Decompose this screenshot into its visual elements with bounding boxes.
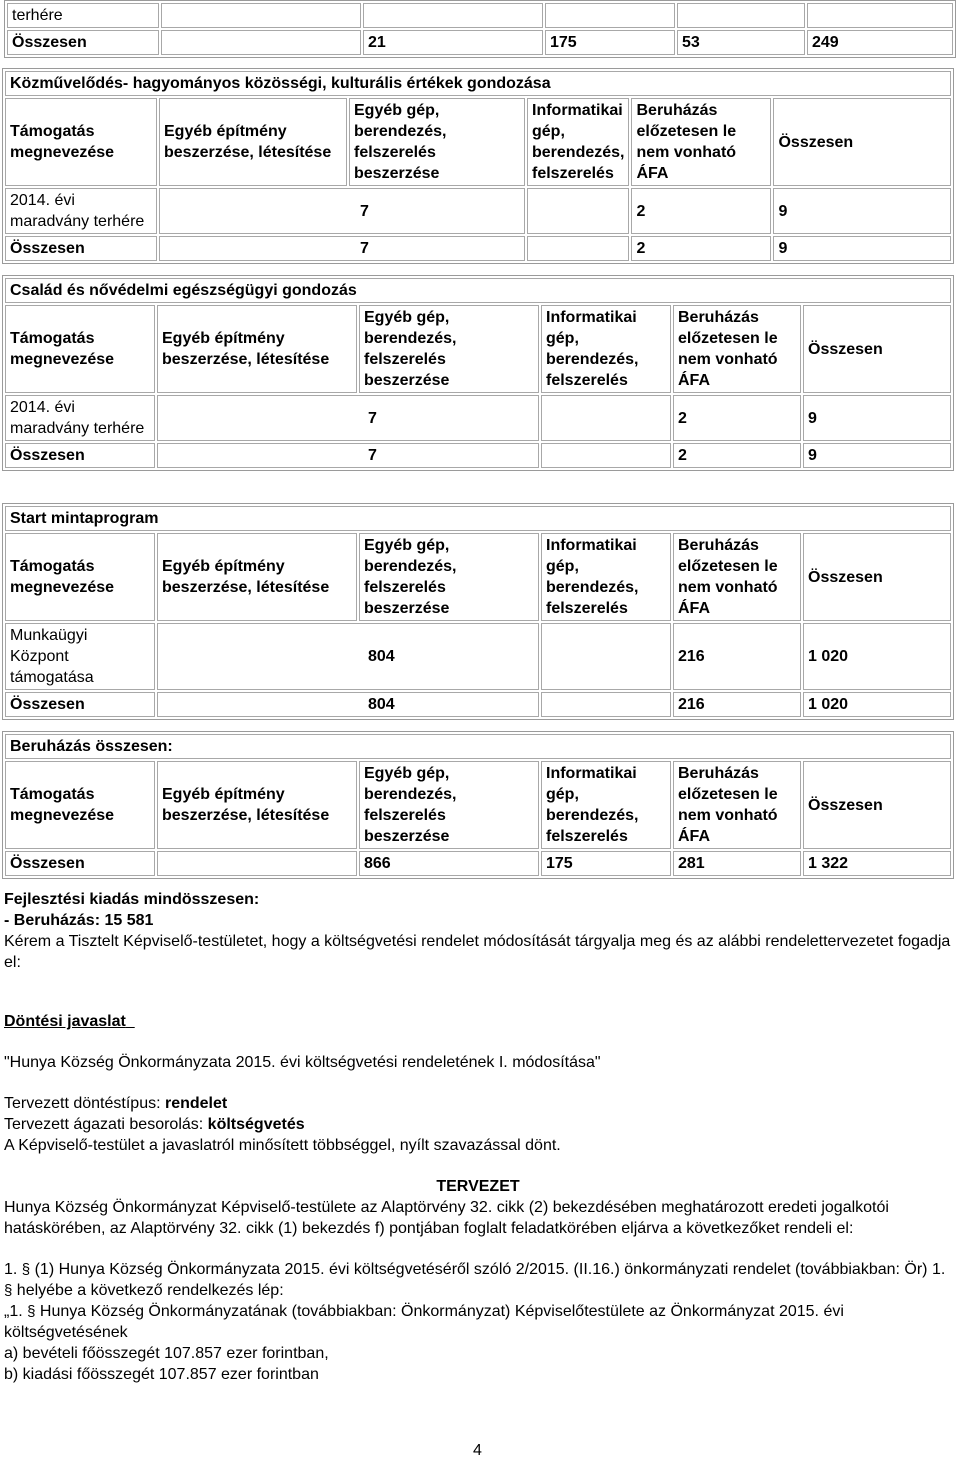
header-cell: Támogatás megnevezése [5,305,155,393]
section-csalad [0,275,956,471]
table-cell: 7 [159,188,525,234]
table-cell [541,395,671,441]
table-cell: 1 322 [803,851,951,876]
item-a: a) bevételi főösszegét 107.857 ezer forintban, [4,1345,329,1362]
decision-type-value: rendelet [164,1095,228,1112]
header-cell: Összesen [803,761,951,849]
header-cell: Beruházás előzetesen le nem vonható ÁFA [631,98,771,186]
row-label: Munkaügyi Központ támogatása [5,623,155,690]
header-cell: Összesen [773,98,951,186]
table-cell: 866 [359,851,539,876]
row-label: Összesen [7,30,159,55]
header-cell: Egyéb építmény beszerzése, létesítése [159,98,347,186]
table-cell: 216 [673,623,801,690]
dontesi-javaslat-heading: Döntési javaslat [4,1013,126,1030]
beruhazas-line: - Beruházás: 15 581 [4,912,154,929]
table-cell: 53 [677,30,805,55]
table-row [5,623,951,690]
table-cell: 9 [773,236,951,261]
table-row [7,3,953,28]
request-paragraph: Kérem a Tisztelt Képviselő-testületet, hogy a költségvetési rendelet módosítását tárgyalja meg és az alábbi rendelettervezetet fogadja el: [4,933,951,971]
header-cell: Informatikai gép, berendezés, felszerelés [541,533,671,621]
table-cell: 249 [807,30,953,55]
table-cell: 7 [157,395,539,441]
table-row [5,236,951,261]
table-cell: 804 [157,692,539,717]
resolution-quote: "Hunya Község Önkormányzata 2015. évi költségvetési rendeletének I. módosítása" [4,1054,601,1071]
table-title-row [5,734,951,759]
table-cell: 2 [631,236,771,261]
section-table [2,275,954,471]
table-cell: 216 [673,692,801,717]
table-cell: 175 [545,30,675,55]
table-row [7,30,953,55]
vote-line: A Képviselő-testület a javaslatról minősített többséggel, nyílt szavazással dönt. [4,1137,561,1154]
table-row [5,395,951,441]
tervezet-heading: TERVEZET [436,1178,520,1195]
header-cell: Egyéb gép, berendezés, felszerelés beszerzése [359,761,539,849]
table-cell: 21 [363,30,543,55]
table-cell: 9 [803,443,951,468]
paragraph-text: (1) Hunya Község Önkormányzata 2015. évi költségvetéséről szóló 2/2015. (II.16.) önkormányzati rendelet (továbbiakban: Ör) 1. [34,1261,946,1278]
table-cell [545,3,675,28]
table-cell [157,851,357,876]
header-cell: Egyéb gép, berendezés, felszerelés beszerzése [359,533,539,621]
section-symbol: § [21,1261,31,1278]
table-cell [161,30,361,55]
quoted-paragraph [4,1301,952,1343]
table-row [5,443,951,468]
header-cell: Egyéb építmény beszerzése, létesítése [157,533,357,621]
header-cell: Összesen [803,305,951,393]
table-cell [541,692,671,717]
sector-value: költségvetés [207,1116,305,1133]
row-label: Összesen [5,692,155,717]
page-number: 4 [473,1442,482,1459]
section-kozmuvelodes [0,68,956,264]
header-cell: Támogatás megnevezése [5,761,155,849]
section-symbol: § [27,1303,36,1320]
header-cell: Beruházás előzetesen le nem vonható ÁFA [673,305,801,393]
text-body [0,889,956,1385]
row-label: Összesen [5,443,155,468]
sector-label: Tervezett ágazati besorolás: [4,1116,208,1133]
table-cell: 9 [773,188,951,234]
table-title-row [5,71,951,96]
section-title: Beruházás összesen: [5,734,951,759]
table-title-row [5,278,951,303]
paragraph-1 [4,1259,952,1301]
header-cell: Egyéb építmény beszerzése, létesítése [157,305,357,393]
section-number: 1. [4,1261,18,1278]
paragraph-text: helyébe a következő rendelkezés lép: [16,1282,284,1299]
table-row [5,188,951,234]
table-cell: 2 [673,395,801,441]
table-header-row [5,533,951,621]
table-cell: 1 020 [803,623,951,690]
row-label: 2014. évi maradvány terhére [5,395,155,441]
row-label: Összesen [5,851,155,876]
header-cell: Egyéb építmény beszerzése, létesítése [157,761,357,849]
table-cell [161,3,361,28]
preamble-paragraph: Hunya Község Önkormányzat Képviselő-testülete az Alaptörvény 32. cikk (2) bekezdésében meghatározott eredeti jogalkotói hatáskörében, az Alaptörvény 32. cikk (1) bekezdés f) pontjában foglalt feladatkörében eljárva a következőket rendeli el: [4,1199,889,1237]
header-cell: Egyéb gép, berendezés, felszerelés beszerzése [349,98,525,186]
header-cell: Összesen [803,533,951,621]
table-cell: 804 [157,623,539,690]
table-cell [677,3,805,28]
section-table [2,68,954,264]
table-row [5,851,951,876]
table-cell [363,3,543,28]
table-row [5,692,951,717]
header-cell: Informatikai gép, berendezés, felszerelés [527,98,629,186]
section-start-mintaprogram [0,503,956,720]
header-cell: Informatikai gép, berendezés, felszerelés [541,761,671,849]
section-symbol: § [4,1282,13,1299]
row-label: 2014. évi maradvány terhére [5,188,157,234]
section-title: Közművelődés- hagyományos közösségi, kulturális értékek gondozása [5,71,951,96]
table-title-row [5,506,951,531]
section-title: Család és nővédelmi egészségügyi gondozás [5,278,951,303]
table-cell: 2 [673,443,801,468]
header-cell: Támogatás megnevezése [5,98,157,186]
row-label: Összesen [5,236,157,261]
decision-type-line [4,1093,952,1114]
table-cell [541,623,671,690]
table-cell [541,443,671,468]
table-cell [527,188,629,234]
header-cell: Beruházás előzetesen le nem vonható ÁFA [673,533,801,621]
table-header-row [5,305,951,393]
table-header-row [5,761,951,849]
row-label: terhére [7,3,159,28]
header-cell: Beruházás előzetesen le nem vonható ÁFA [673,761,801,849]
decision-type-label: Tervezett döntéstípus: [4,1095,165,1112]
section-beruhazas-osszesen [0,731,956,879]
section-number: „1. [4,1303,23,1320]
table-cell: 281 [673,851,801,876]
table-cell: 1 020 [803,692,951,717]
sector-line [4,1114,952,1135]
table-cell: 2 [631,188,771,234]
table-cell: 7 [159,236,525,261]
table-header-row [5,98,951,186]
header-cell: Támogatás megnevezése [5,533,155,621]
fejlesztesi-title: Fejlesztési kiadás mindösszesen: [4,891,260,908]
section-table [2,503,954,720]
section-title: Start mintaprogram [5,506,951,531]
item-b: b) kiadási főösszegét 107.857 ezer forintban [4,1366,319,1383]
top-summary-table [4,0,956,58]
table-cell [807,3,953,28]
table-cell [527,236,629,261]
table-cell: 9 [803,395,951,441]
table-cell: 175 [541,851,671,876]
header-cell: Egyéb gép, berendezés, felszerelés beszerzése [359,305,539,393]
header-cell: Informatikai gép, berendezés, felszerelés [541,305,671,393]
table-cell: 7 [157,443,539,468]
section-table [2,731,954,879]
paragraph-text: Hunya Község Önkormányzatának (továbbiakban: Önkormányzat) Képviselőtestülete az Önkormányzat 2015. évi költségvetésének [4,1303,844,1341]
